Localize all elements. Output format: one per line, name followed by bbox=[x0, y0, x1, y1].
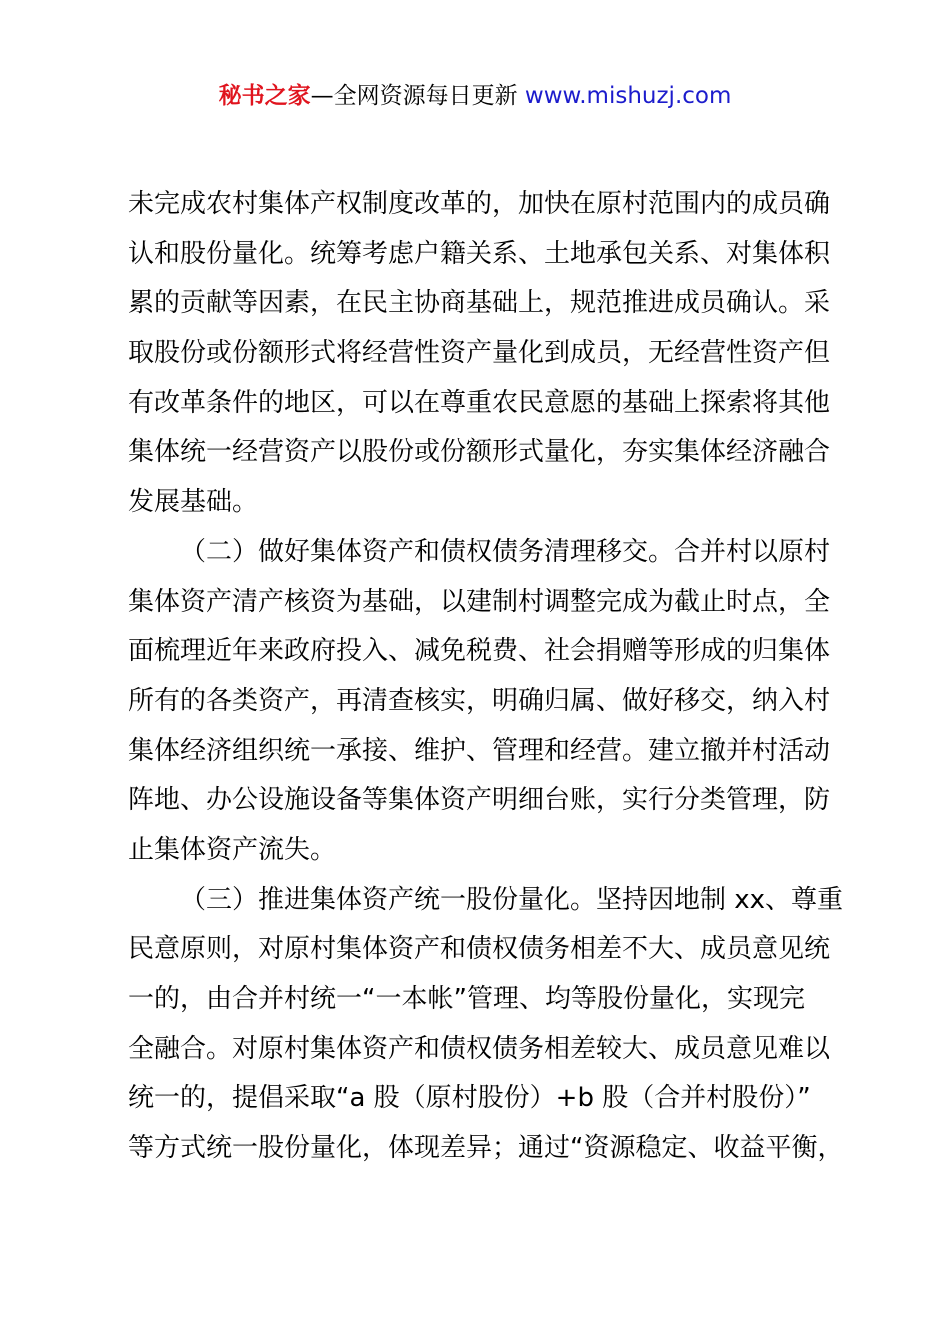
text-line: 统一的，提倡采取“a 股（原村股份）+b 股（合并村股份）” bbox=[128, 1083, 811, 1114]
text-line: 止集体资产流失。 bbox=[128, 834, 337, 865]
paragraph-heading-3: （三）推进集体资产统一股份量化。坚持因地制 xx、尊重 bbox=[180, 884, 844, 915]
text-line: 所有的各类资产，再清查核实，明确归属、做好移交，纳入村 bbox=[128, 685, 831, 716]
text-line: 集体资产清产核资为基础，以建制村调整完成为截止时点，全 bbox=[128, 586, 831, 617]
text-line: 累的贡献等因素，在民主协商基础上，规范推进成员确认。采 bbox=[128, 288, 831, 319]
text-line: 全融合。对原村集体资产和债权债务相差较大、成员意见难以 bbox=[128, 1033, 831, 1064]
site-tagline: —全网资源每日更新 bbox=[310, 83, 525, 109]
text-line: 发展基础。 bbox=[128, 487, 259, 518]
text-line: 认和股份量化。统筹考虑户籍关系、土地承包关系、对集体积 bbox=[128, 238, 831, 269]
document-body bbox=[128, 180, 844, 1174]
text-line: 民意原则，对原村集体资产和债权债务相差不大、成员意见统 bbox=[128, 934, 831, 965]
site-url-link[interactable]: www.mishuzj.com bbox=[524, 83, 732, 109]
text-line: 取股份或份额形式将经营性资产量化到成员，无经营性资产但 bbox=[128, 338, 831, 369]
text-line: 一的，由合并村统一“一本帐”管理、均等股份量化，实现完 bbox=[128, 984, 805, 1014]
site-brand: 秘书之家 bbox=[218, 83, 311, 109]
text-line: 集体统一经营资产以股份或份额形式量化，夯实集体经济融合 bbox=[128, 437, 831, 468]
text-line: 集体经济组织统一承接、维护、管理和经营。建立撤并村活动 bbox=[128, 735, 831, 766]
site-header bbox=[0, 80, 950, 112]
text-line: 有改革条件的地区，可以在尊重农民意愿的基础上探索将其他 bbox=[128, 387, 831, 418]
text-line: 未完成农村集体产权制度改革的，加快在原村范围内的成员确 bbox=[128, 189, 831, 219]
text-line: 阵地、办公设施设备等集体资产明细台账，实行分类管理，防 bbox=[128, 785, 831, 816]
paragraph-heading-2: （二）做好集体资产和债权债务清理移交。合并村以原村 bbox=[180, 536, 831, 567]
text-line: 面梳理近年来政府投入、减免税费、社会捐赠等形成的归集体 bbox=[128, 636, 831, 667]
text-line: 等方式统一股份量化，体现差异；通过“资源稳定、收益平衡， bbox=[128, 1133, 844, 1164]
